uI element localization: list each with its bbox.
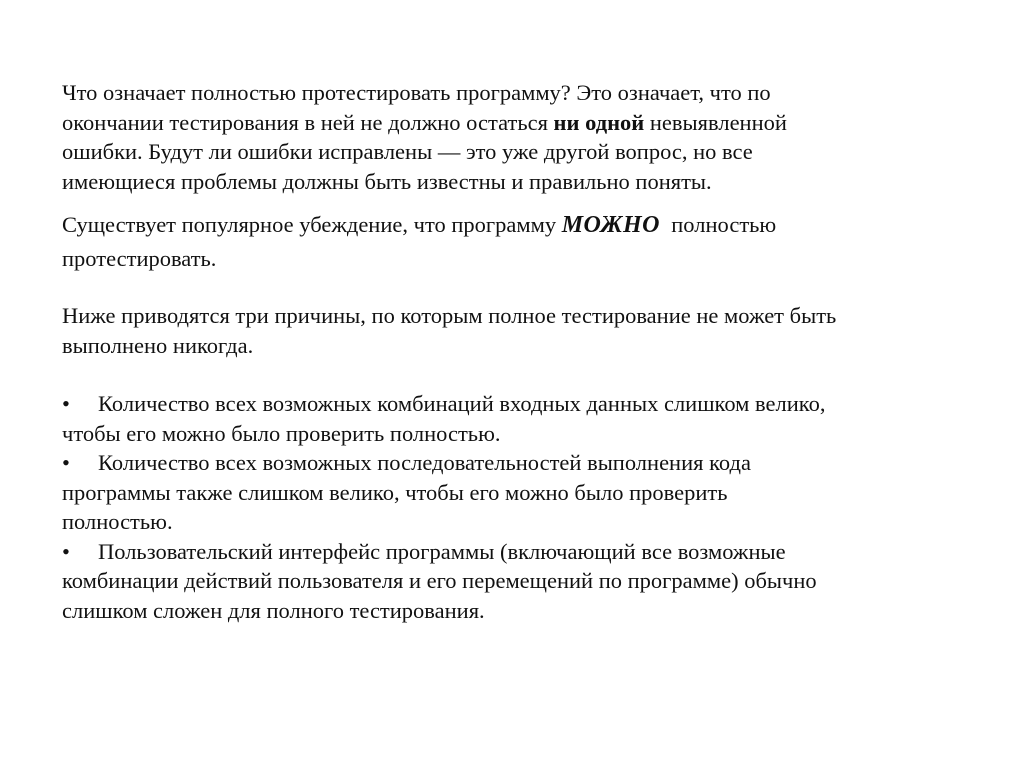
bullet-icon: • [62,391,70,416]
bold-phrase: ни одной [553,109,645,135]
reason-2-line-2: программы также слишком велико, чтобы его можно было проверить [62,479,728,505]
reason-3-line-3: слишком сложен для полного тестирования. [62,597,485,623]
belief-line-1-start: Существует популярное убеждение, что программу [62,212,562,237]
belief-line-2: протестировать. [62,246,217,271]
belief-line-1-end: полностью [660,212,777,237]
intro-line-2-start: окончании тестирования в ней не должно остаться [62,109,554,135]
intro-line-1: Что означает полностью протестировать программу? Это означает, что по [62,80,771,105]
bullet-icon: • [62,538,70,564]
reason-3-line-2: комбинации действий пользователя и его перемещений по программе) обычно [62,568,817,593]
reasons-intro-paragraph [62,301,972,360]
reasons-list [62,389,972,625]
reason-item-3 [62,537,972,626]
intro-line-2 [62,108,972,138]
reason-2-line-1-text: Количество всех возможных последовательностей выполнения кода [98,450,751,475]
reason-1-line-2: чтобы его можно было проверить полностью. [62,420,501,446]
intro-line-4: имеющиеся проблемы должны быть известны и правильно поняты. [62,168,712,194]
reasons-intro-line-1: Ниже приводятся три причины, по которым полное тестирование не может быть [62,303,837,328]
reason-2-line-1 [62,448,972,478]
emphasis-word: МОЖНО [561,212,661,238]
reason-item-2 [62,448,972,537]
reason-3-line-1 [62,537,972,567]
intro-line-2-end: невыявленной [644,109,787,135]
reason-1-line-1 [62,389,972,419]
reason-3-line-1-text: Пользовательский интерфейс программы (включающий все возможные [98,538,786,564]
belief-line-1 [62,208,972,242]
reason-item-1 [62,389,972,448]
reasons-intro-line-2: выполнено никогда. [62,332,254,358]
intro-paragraph [62,78,972,196]
intro-line-3: ошибки. Будут ли ошибки исправлены — это уже другой вопрос, но все [62,139,753,164]
reason-2-line-3: полностью. [62,509,173,534]
reason-1-line-1-text: Количество всех возможных комбинаций входных данных слишком велико, [98,391,826,416]
belief-paragraph [62,208,972,275]
bullet-icon: • [62,450,70,475]
